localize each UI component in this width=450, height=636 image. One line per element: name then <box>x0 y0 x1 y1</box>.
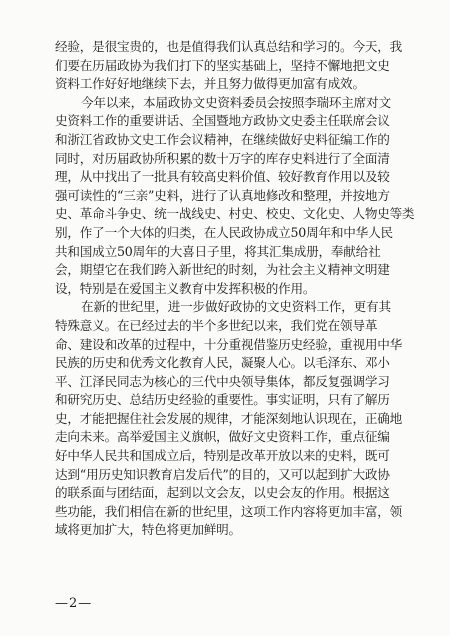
text-line: 同时，对历届政协所积累的数十万字的库存史料进行了全面清 <box>55 150 390 166</box>
text-line: 达到“用历史知识教育启发后代”的目的，又可以起到扩大政协 <box>55 466 390 482</box>
text-line: 史，才能把握住社会发展的规律，才能深刻地认识现在，正确地 <box>55 410 403 426</box>
text-line: 民族的历史和优秀文化教育人民，凝聚人心。以毛泽东、邓小 <box>55 355 390 371</box>
text-line: 好中华人民共和国成立后，特别是改革开放以来的史料，既可 <box>55 448 390 464</box>
paragraph-1 <box>55 38 403 94</box>
text-line: 和浙江省政协文史工作会议精神，在继续做好史料征编工作的 <box>55 131 390 147</box>
text-line: 资料工作好好地继续下去，并且努力做得更加富有成效。 <box>55 76 365 92</box>
text-line: 史资料工作的重要讲话、全国暨地方政协文史委主任联席会议 <box>55 113 390 129</box>
text-line: 和研究历史、总结历史经验的重要性。事实证明，只有了解历 <box>55 392 390 408</box>
text-line: 强可读性的“三亲”史料，进行了认真地修改和整理，并按地方 <box>55 187 390 203</box>
text-line: 共和国成立50周年的大喜日子里，将其汇集成册，奉献给社 <box>55 243 381 259</box>
text-line: 今年以来，本届政协文史资料委员会按照李瑞环主席对文 <box>81 94 391 110</box>
text-line: 走向未来。高举爱国主义旗帜，做好文史资料工作，重点征编 <box>55 429 390 445</box>
page-number: —2— <box>55 596 93 611</box>
text-line: 们要在历届政协为我们打下的坚实基础上，坚持不懈地把文史 <box>55 57 390 73</box>
text-line: 会，期望它在我们跨入新世纪的时刻，为社会主义精神文明建 <box>55 262 390 278</box>
body-text <box>55 38 415 540</box>
text-line: 平、江泽民同志为核心的三代中央领导集体，都反复强调学习 <box>55 373 390 389</box>
text-line: 理，从中找出了一批具有较高史料价值、较好教育作用以及较 <box>55 169 390 185</box>
text-line: 域将更加扩大，特色将更加鲜明。 <box>55 522 241 538</box>
text-line: 设，特别是在爱国主义教育中发挥积极的作用。 <box>55 280 316 296</box>
text-line: 命、建设和改革的过程中，十分重视借鉴历史经验，重视用中华 <box>55 336 403 352</box>
text-line: 些功能，我们相信在新的世纪里，这项工作内容将更加丰富，领 <box>55 503 403 519</box>
paragraph-2 <box>55 94 415 299</box>
text-line: 在新的世纪里，进一步做好政协的文史资料工作，更有其 <box>81 299 391 315</box>
text-line: 史、革命斗争史、统一战线史、村史、校史、文化史、人物史等类 <box>55 206 415 222</box>
text-line: 别，作了一个大体的归类，在人民政协成立50周年和中华人民 <box>55 224 393 240</box>
paragraph-3 <box>55 298 403 540</box>
text-line: 特殊意义。在已经过去的半个多世纪以来，我们党在领导革 <box>55 317 378 333</box>
text-line: 经验，是很宝贵的，也是值得我们认真总结和学习的。今天，我 <box>55 39 403 54</box>
text-line: 的联系面与团结面，起到以文会友，以史会友的作用。根据这 <box>55 485 390 501</box>
